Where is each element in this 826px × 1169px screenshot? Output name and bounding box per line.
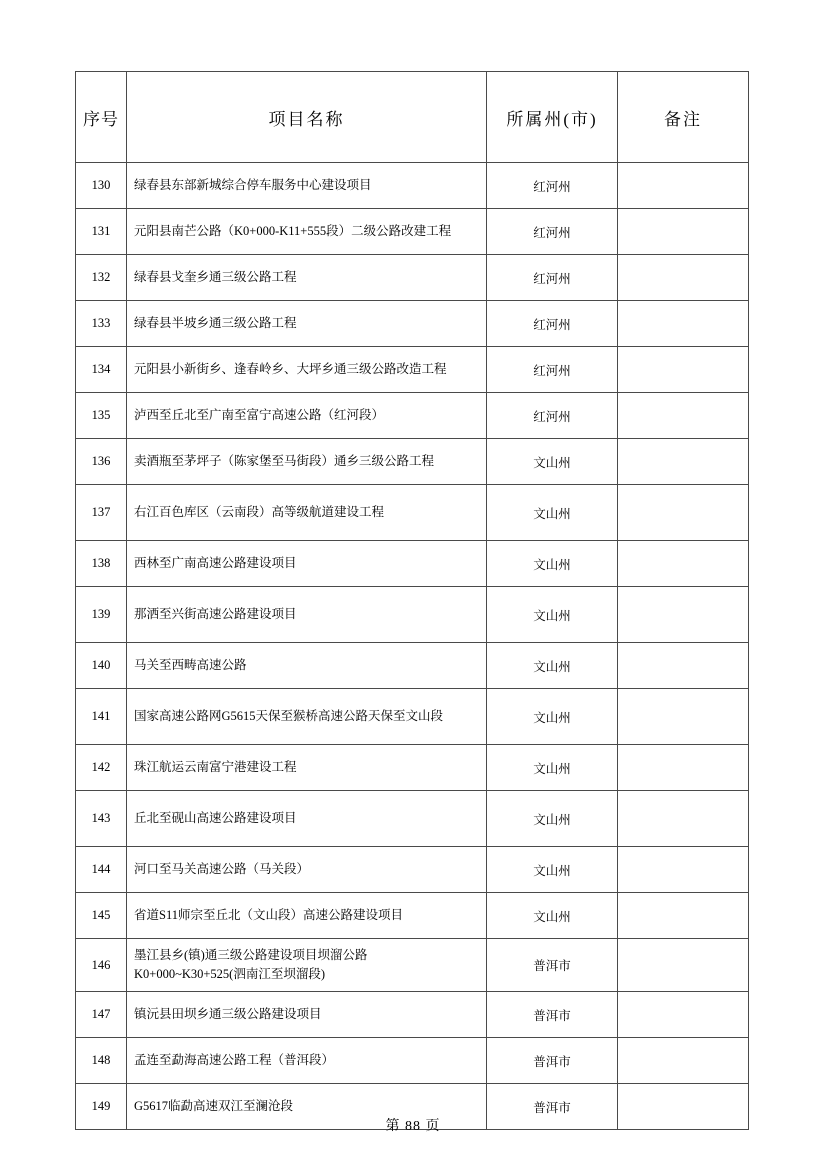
cell-project-name	[127, 347, 487, 393]
cell-project-name	[127, 893, 487, 939]
cell-remark	[618, 439, 749, 485]
cell-project-name	[127, 1038, 487, 1084]
project-name-line: 国家高速公路网G5615天保至猴桥高速公路天保至文山段	[134, 709, 444, 724]
table-row	[76, 255, 749, 301]
table-row	[76, 847, 749, 893]
table-header-row	[76, 72, 749, 163]
cell-remark	[618, 847, 749, 893]
column-header-region: 所属州(市)	[487, 72, 618, 163]
project-name-line: 那洒至兴街高速公路建设项目	[134, 607, 297, 622]
cell-index: 138	[76, 541, 127, 587]
cell-region: 红河州	[487, 301, 618, 347]
cell-remark	[618, 209, 749, 255]
cell-index: 143	[76, 791, 127, 847]
cell-project-name	[127, 209, 487, 255]
cell-remark	[618, 689, 749, 745]
cell-index: 144	[76, 847, 127, 893]
cell-project-name	[127, 745, 487, 791]
cell-project-name	[127, 791, 487, 847]
cell-remark	[618, 643, 749, 689]
cell-remark	[618, 255, 749, 301]
cell-region: 文山州	[487, 689, 618, 745]
cell-project-name	[127, 847, 487, 893]
project-table	[75, 71, 749, 1130]
cell-index: 136	[76, 439, 127, 485]
project-name-line: 丘北至砚山高速公路建设项目	[134, 811, 297, 826]
table-row	[76, 439, 749, 485]
cell-project-name	[127, 939, 487, 992]
cell-project-name	[127, 689, 487, 745]
table-row	[76, 1038, 749, 1084]
cell-index: 146	[76, 939, 127, 992]
cell-region: 红河州	[487, 209, 618, 255]
cell-region: 普洱市	[487, 1038, 618, 1084]
project-name-line: 镇沅县田坝乡通三级公路建设项目	[134, 1007, 322, 1022]
project-name-line: 墨江县乡(镇)通三级公路建设项目坝溜公路	[134, 948, 368, 963]
cell-region: 文山州	[487, 643, 618, 689]
table-row	[76, 587, 749, 643]
table-row	[76, 689, 749, 745]
project-name-line: 马关至西畴高速公路	[134, 658, 247, 673]
project-name-line: G5617临勐高速双江至澜沧段	[134, 1099, 294, 1114]
cell-remark	[618, 485, 749, 541]
cell-region: 文山州	[487, 485, 618, 541]
project-name-line: 绿春县戈奎乡通三级公路工程	[134, 270, 297, 285]
table-body	[76, 163, 749, 1130]
table-row	[76, 939, 749, 992]
cell-project-name	[127, 255, 487, 301]
cell-region: 红河州	[487, 255, 618, 301]
table-row	[76, 347, 749, 393]
cell-region: 文山州	[487, 791, 618, 847]
cell-remark	[618, 541, 749, 587]
cell-remark	[618, 587, 749, 643]
cell-region: 文山州	[487, 587, 618, 643]
project-name-line: 绿春县东部新城综合停车服务中心建设项目	[134, 178, 372, 193]
table-row	[76, 393, 749, 439]
cell-region: 文山州	[487, 439, 618, 485]
cell-index: 148	[76, 1038, 127, 1084]
project-name-line: 泸西至丘北至广南至富宁高速公路（红河段）	[134, 408, 385, 423]
cell-project-name	[127, 541, 487, 587]
project-name-line-2: K0+000~K30+525(泗南江至坝溜段)	[134, 967, 325, 981]
cell-index: 141	[76, 689, 127, 745]
cell-index: 133	[76, 301, 127, 347]
cell-region: 文山州	[487, 541, 618, 587]
table-row	[76, 485, 749, 541]
column-header-remark: 备注	[618, 72, 749, 163]
project-name-line: 绿春县半坡乡通三级公路工程	[134, 316, 297, 331]
project-name-line: 珠江航运云南富宁港建设工程	[134, 760, 297, 775]
cell-project-name	[127, 992, 487, 1038]
cell-remark	[618, 301, 749, 347]
cell-region: 红河州	[487, 163, 618, 209]
cell-index: 145	[76, 893, 127, 939]
project-name-line: 省道S11师宗至丘北（文山段）高速公路建设项目	[134, 908, 403, 923]
cell-region: 普洱市	[487, 939, 618, 992]
project-name-line: 元阳县小新街乡、逢春岭乡、大坪乡通三级公路改造工程	[134, 362, 447, 377]
cell-region: 普洱市	[487, 1084, 618, 1130]
table-row	[76, 791, 749, 847]
table-row	[76, 209, 749, 255]
cell-index: 134	[76, 347, 127, 393]
cell-remark	[618, 992, 749, 1038]
cell-index: 139	[76, 587, 127, 643]
table-row	[76, 541, 749, 587]
table-row	[76, 643, 749, 689]
cell-region: 文山州	[487, 893, 618, 939]
cell-index: 135	[76, 393, 127, 439]
cell-index: 132	[76, 255, 127, 301]
cell-region: 红河州	[487, 393, 618, 439]
cell-remark	[618, 347, 749, 393]
project-name-line: 元阳县南芒公路（K0+000-K11+555段）二级公路改建工程	[134, 224, 452, 239]
table-header	[76, 72, 749, 163]
cell-remark	[618, 1038, 749, 1084]
cell-project-name	[127, 301, 487, 347]
project-name-line: 卖酒瓶至茅坪子（陈家堡至马街段）通乡三级公路工程	[134, 454, 435, 469]
cell-index: 131	[76, 209, 127, 255]
cell-region: 文山州	[487, 745, 618, 791]
table-row	[76, 301, 749, 347]
project-name-line: 西林至广南高速公路建设项目	[134, 556, 297, 571]
table-row	[76, 992, 749, 1038]
column-header-index: 序号	[76, 72, 127, 163]
project-name-line: 河口至马关高速公路（马关段）	[134, 862, 310, 877]
project-name-line: 右江百色库区（云南段）高等级航道建设工程	[134, 505, 385, 520]
cell-project-name	[127, 163, 487, 209]
page-number-footer: 第 88 页	[385, 1119, 441, 1134]
cell-project-name	[127, 587, 487, 643]
cell-remark	[618, 939, 749, 992]
cell-project-name	[127, 439, 487, 485]
cell-remark	[618, 163, 749, 209]
cell-remark	[618, 791, 749, 847]
cell-project-name	[127, 485, 487, 541]
cell-index: 130	[76, 163, 127, 209]
cell-region: 文山州	[487, 847, 618, 893]
cell-region: 普洱市	[487, 992, 618, 1038]
cell-project-name	[127, 643, 487, 689]
project-name-line: 孟连至勐海高速公路工程（普洱段）	[134, 1053, 335, 1068]
cell-remark	[618, 393, 749, 439]
project-table-container	[75, 71, 748, 1130]
table-row	[76, 745, 749, 791]
table-row	[76, 163, 749, 209]
cell-index: 140	[76, 643, 127, 689]
cell-index: 149	[76, 1084, 127, 1130]
cell-index: 142	[76, 745, 127, 791]
cell-remark	[618, 745, 749, 791]
table-row	[76, 893, 749, 939]
column-header-project-name: 项目名称	[127, 72, 487, 163]
cell-remark	[618, 893, 749, 939]
cell-index: 147	[76, 992, 127, 1038]
cell-region: 红河州	[487, 347, 618, 393]
cell-index: 137	[76, 485, 127, 541]
cell-project-name	[127, 393, 487, 439]
